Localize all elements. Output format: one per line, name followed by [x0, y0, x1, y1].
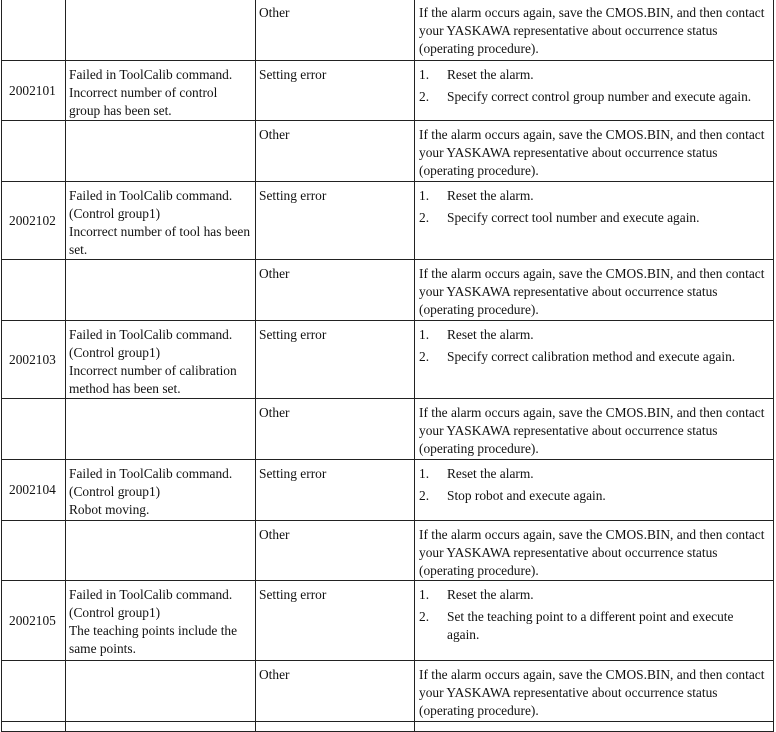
remedy	[415, 521, 774, 581]
remedy-step	[419, 88, 767, 106]
step-number: 1.	[419, 67, 430, 82]
alarm-subrow	[2, 121, 774, 182]
remedy-step	[419, 465, 767, 483]
step-number: 2.	[419, 210, 430, 225]
alarm-description	[66, 521, 256, 581]
step-number: 2.	[419, 609, 430, 624]
remedy-text: If the alarm occurs again, save the CMOS.BIN, and then contact your YASKAWA representative about occurrence status (operating procedure).	[419, 405, 765, 456]
cause-type: Other	[256, 260, 415, 321]
remedy-step	[419, 586, 767, 604]
step-text: Reset the alarm.	[447, 587, 534, 602]
description-line: Incorrect number of control group has been set.	[69, 85, 218, 118]
alarm-row	[2, 581, 774, 661]
remedy-step	[419, 209, 767, 227]
alarm-row	[2, 321, 774, 399]
remedy	[415, 661, 774, 722]
cause-type: Other	[256, 0, 415, 61]
alarm-code: 2002105	[2, 581, 66, 661]
alarm-code	[2, 661, 66, 722]
alarm-description	[66, 61, 256, 121]
alarm-code	[2, 521, 66, 581]
step-text: Reset the alarm.	[447, 67, 534, 82]
remedy-steps	[419, 465, 767, 505]
cause-type: Other	[256, 521, 415, 581]
remedy-steps	[419, 326, 767, 366]
remedy-step	[419, 326, 767, 344]
cause-type: Setting error	[256, 460, 415, 521]
remedy-step	[419, 608, 767, 644]
alarm-description	[66, 182, 256, 260]
step-number: 1.	[419, 327, 430, 342]
alarm-row	[2, 460, 774, 521]
description-line: (Control group1)	[69, 484, 161, 499]
description-line: The teaching points include the same points.	[69, 623, 238, 656]
remedy-step	[419, 187, 767, 205]
description-line: Failed in ToolCalib command.	[69, 327, 233, 342]
alarm-description	[66, 0, 256, 61]
step-number: 1.	[419, 466, 430, 481]
cause-type: Setting error	[256, 61, 415, 121]
alarm-description	[66, 460, 256, 521]
remedy	[415, 581, 774, 661]
remedy	[415, 182, 774, 260]
description-line: Incorrect number of calibration method has been set.	[69, 363, 237, 396]
step-text: Stop robot and execute again.	[447, 488, 606, 503]
alarm-description	[66, 121, 256, 182]
alarm-description	[66, 260, 256, 321]
alarm-code	[2, 0, 66, 61]
description-line: Failed in ToolCalib command.	[69, 587, 233, 602]
alarm-code: 2002101	[2, 61, 66, 121]
remedy	[415, 399, 774, 460]
remedy-steps	[419, 66, 767, 106]
remedy	[415, 0, 774, 61]
remedy-step	[419, 66, 767, 84]
cause-type: Other	[256, 121, 415, 182]
step-text: Reset the alarm.	[447, 188, 534, 203]
alarm-description	[66, 661, 256, 722]
remedy-text: If the alarm occurs again, save the CMOS.BIN, and then contact your YASKAWA representative about occurrence status (operating procedure).	[419, 527, 765, 578]
alarm-subrow	[2, 260, 774, 321]
remedy-text: If the alarm occurs again, save the CMOS.BIN, and then contact your YASKAWA representative about occurrence status (operating procedure).	[419, 667, 765, 718]
alarm-table	[1, 0, 774, 732]
cause-type: Other	[256, 399, 415, 460]
step-number: 2.	[419, 349, 430, 364]
cause-type: Other	[256, 661, 415, 722]
alarm-description	[66, 399, 256, 460]
remedy	[415, 61, 774, 121]
remedy-step	[419, 487, 767, 505]
remedy-steps	[419, 586, 767, 644]
step-number: 2.	[419, 488, 430, 503]
step-number: 2.	[419, 89, 430, 104]
alarm-code: 2002102	[2, 182, 66, 260]
remedy	[415, 260, 774, 321]
remedy	[415, 321, 774, 399]
cause-type: Setting error	[256, 321, 415, 399]
alarm-description	[66, 581, 256, 661]
step-text: Specify correct calibration method and execute again.	[447, 349, 736, 364]
alarm-subrow	[2, 399, 774, 460]
description-line: Robot moving.	[69, 502, 150, 517]
alarm-subrow	[2, 521, 774, 581]
step-text: Reset the alarm.	[447, 466, 534, 481]
alarm-code: 2002103	[2, 321, 66, 399]
remedy	[415, 460, 774, 521]
description-line: Incorrect number of tool has been set.	[69, 224, 251, 257]
alarm-code: 2002104	[2, 460, 66, 521]
cause-type: Setting error	[256, 581, 415, 661]
remedy-steps	[419, 187, 767, 227]
alarm-subrow	[2, 0, 774, 61]
cause-type: Setting error	[256, 182, 415, 260]
alarm-description	[66, 321, 256, 399]
step-number: 1.	[419, 587, 430, 602]
description-line: Failed in ToolCalib command.	[69, 188, 233, 203]
remedy-text: If the alarm occurs again, save the CMOS.BIN, and then contact your YASKAWA representative about occurrence status (operating procedure).	[419, 5, 765, 56]
step-text: Reset the alarm.	[447, 327, 534, 342]
remedy-step	[419, 348, 767, 366]
alarm-code	[2, 260, 66, 321]
step-text: Set the teaching point to a different point and execute again.	[447, 609, 734, 642]
alarm-subrow	[2, 661, 774, 722]
step-text: Specify correct control group number and execute again.	[447, 89, 752, 104]
alarm-code	[2, 121, 66, 182]
alarm-code	[2, 399, 66, 460]
step-number: 1.	[419, 188, 430, 203]
description-line: (Control group1)	[69, 345, 161, 360]
alarm-row	[2, 61, 774, 121]
step-text: Specify correct tool number and execute again.	[447, 210, 700, 225]
description-line: (Control group1)	[69, 605, 161, 620]
description-line: Failed in ToolCalib command.	[69, 466, 233, 481]
remedy	[415, 121, 774, 182]
remedy-text: If the alarm occurs again, save the CMOS.BIN, and then contact your YASKAWA representative about occurrence status (operating procedure).	[419, 266, 765, 317]
description-line: (Control group1)	[69, 206, 161, 221]
description-line: Failed in ToolCalib command.	[69, 67, 233, 82]
alarm-table-body	[2, 0, 774, 732]
alarm-row	[2, 182, 774, 260]
remedy-text: If the alarm occurs again, save the CMOS.BIN, and then contact your YASKAWA representative about occurrence status (operating procedure).	[419, 127, 765, 178]
